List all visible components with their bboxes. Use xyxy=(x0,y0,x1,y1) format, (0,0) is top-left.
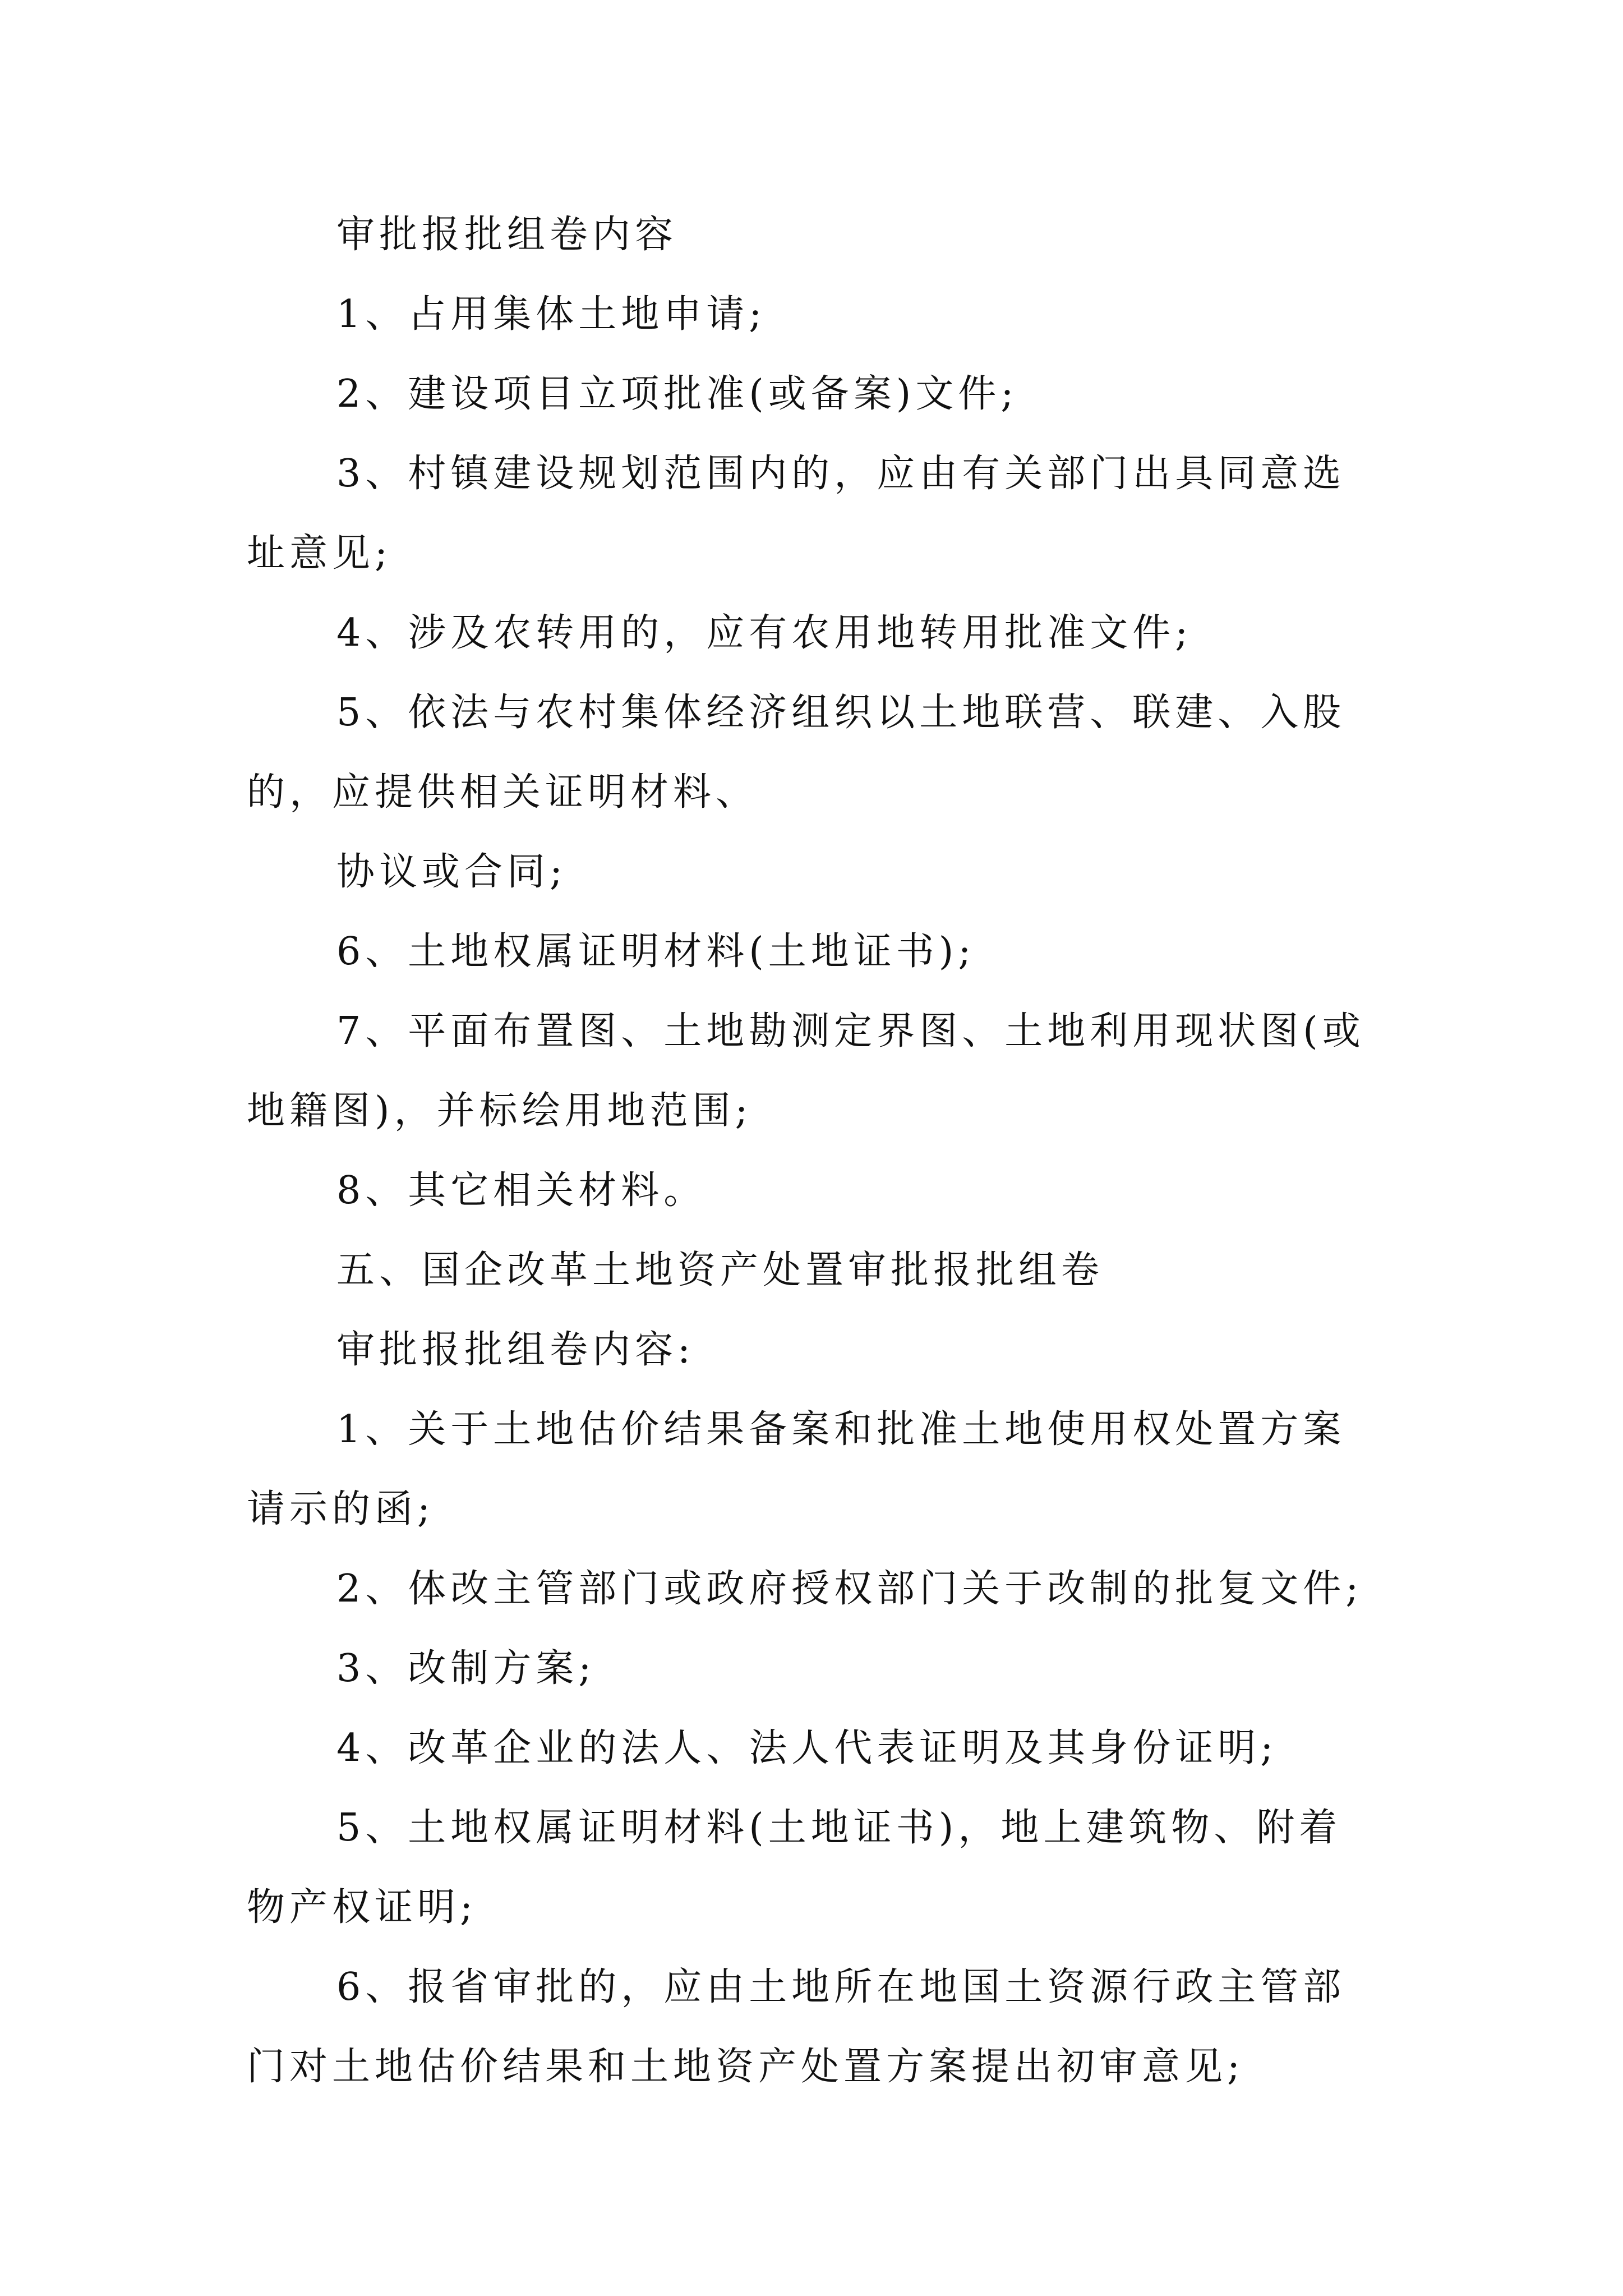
text-line-item-5: 5、依法与农村集体经济组织以土地联营、联建、入股 xyxy=(336,691,1346,735)
text-line-item-4: 4、涉及农转用的，应有农用地转用批准文件; xyxy=(336,611,1193,655)
text-line-item-7-cont: 地籍图)，并标绘用地范围; xyxy=(247,1089,753,1133)
text-line-s5-item-6-cont: 门对土地估价结果和土地资产处置方案提出初审意见; xyxy=(247,2045,1244,2089)
text-line-s5-item-5: 5、土地权属证明材料(土地证书)，地上建筑物、附着 xyxy=(336,1806,1342,1850)
text-line-item-8: 8、其它相关材料。 xyxy=(336,1168,707,1213)
text-line-s5-item-2: 2、体改主管部门或政府授权部门关于改制的批复文件; xyxy=(336,1567,1363,1611)
text-line-item-2: 2、建设项目立项批准(或备案)文件; xyxy=(336,372,1018,416)
text-line-s5-item-1-cont: 请示的函; xyxy=(247,1487,435,1531)
text-line-section-five-sub: 审批报批组卷内容: xyxy=(336,1328,695,1372)
text-line-s5-item-4: 4、改革企业的法人、法人代表证明及其身份证明; xyxy=(336,1726,1278,1770)
text-line-s5-item-3: 3、改制方案; xyxy=(336,1646,596,1691)
text-line-s5-item-1: 1、关于土地估价结果备案和批准土地使用权处置方案 xyxy=(336,1407,1346,1452)
text-line-section-five: 五、国企改革土地资产处置审批报批组卷 xyxy=(336,1248,1104,1292)
text-line-item-3: 3、村镇建设规划范围内的，应由有关部门出具同意选 xyxy=(336,452,1346,496)
text-line-s5-item-5-cont: 物产权证明; xyxy=(247,1885,477,1930)
text-line-section-heading: 审批报批组卷内容 xyxy=(336,213,678,257)
text-line-item-1: 1、占用集体土地申请; xyxy=(336,292,767,337)
text-line-item-7: 7、平面布置图、土地勘测定界图、土地利用现状图(或 xyxy=(336,1009,1365,1053)
text-line-item-5-cont: 的，应提供相关证明材料、 xyxy=(247,770,759,815)
text-line-item-3-cont: 址意见; xyxy=(247,531,392,576)
text-line-s5-item-6: 6、报省审批的，应由土地所在地国土资源行政主管部 xyxy=(336,1965,1346,2009)
text-line-item-6: 6、土地权属证明材料(土地证书); xyxy=(336,930,976,974)
text-line-item-5-cont2: 协议或合同; xyxy=(336,850,567,894)
